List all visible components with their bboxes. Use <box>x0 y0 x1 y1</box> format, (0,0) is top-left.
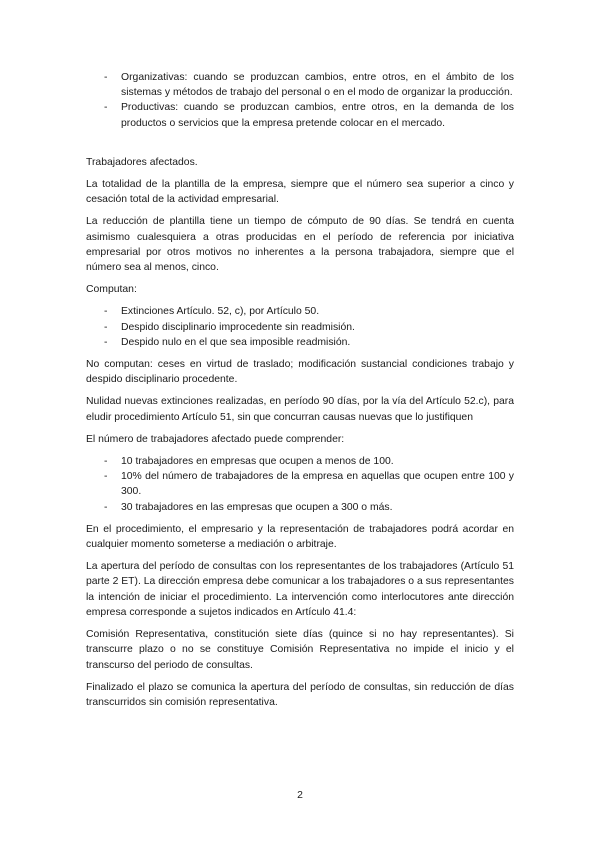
list-item <box>86 320 514 335</box>
paragraph-nulidad: Nulidad nuevas extinciones realizadas, en período 90 días, por la vía del Artículo 52.c), para eludir procedimiento Artículo 51, sin que concurran causas nuevas que lo justifiquen <box>86 396 514 423</box>
paragraph-totalidad: La totalidad de la plantilla de la empresa, siempre que el número sea superior a cinco y cesación total de la actividad empresarial. <box>86 179 514 206</box>
paragraph-no-computan: No computan: ceses en virtud de traslado; modificación sustancial condiciones trabajo y despido disciplinario procedente. <box>86 359 514 386</box>
paragraph-numero: El número de trabajadores afectado puede comprender: <box>86 433 345 445</box>
dash-bullet: - <box>104 456 108 468</box>
dash-bullet: - <box>104 72 108 83</box>
dash-bullet: - <box>104 471 108 483</box>
list-item <box>86 70 514 100</box>
list-item <box>86 469 514 499</box>
paragraph-procedimiento: En el procedimiento, el empresario y la representación de trabajadores podrá acordar en cualquier momento someterse a mediación o arbitraje. <box>86 523 514 551</box>
list-item <box>86 500 514 515</box>
section-heading: Trabajadores afectados. <box>86 156 198 168</box>
computan-label: Computan: <box>86 284 137 296</box>
list-item-text: Despido disciplinario improcedente sin readmisión. <box>121 321 355 333</box>
list-item <box>86 335 514 350</box>
list-item-text: Organizativas: cuando se produzcan cambios, entre otros, en el ámbito de los sistemas y métodos de trabajo del personal o en el modo de organizar la producción. <box>121 72 514 99</box>
dash-bullet: - <box>104 321 108 333</box>
list-item-text: Extinciones Artículo. 52, c), por Artículo 50. <box>121 306 320 318</box>
paragraph-apertura: La apertura del período de consultas con los representantes de los trabajadores (Artículo 51 parte 2 ET). La dirección empresa debe comunicar a los trabajadores o a sus representantes la intención de iniciar el procedimiento. La intervención como interlocutores ante dirección empresa corresponde a sujetos indicados en Artículo 41.4: <box>86 561 514 618</box>
dash-bullet: - <box>104 336 108 348</box>
list-item-text: Despido nulo en el que sea imposible readmisión. <box>121 336 351 348</box>
list-item-text: 10 trabajadores en empresas que ocupen a menos de 100. <box>121 456 394 468</box>
list-item <box>86 454 514 469</box>
paragraph-finalizado: Finalizado el plazo se comunica la apertura del período de consultas, sin reducción de días transcurridos sin comisión representativa. <box>86 681 514 708</box>
document-page <box>86 70 514 710</box>
causes-list <box>86 70 514 131</box>
dash-bullet: - <box>104 501 108 513</box>
computan-list <box>86 304 514 350</box>
list-item <box>86 304 514 319</box>
list-item-text: 10% del número de trabajadores de la empresa en aquellas que ocupen entre 100 y 300. <box>121 471 514 498</box>
list-item-text: Productivas: cuando se produzcan cambios, entre otros, en la demanda de los productos o servicios que la empresa pretende colocar en el mercado. <box>121 102 514 129</box>
paragraph-comision: Comisión Representativa, constitución siete días (quince si no hay representantes). Si transcurre plazo o no se constituye Comisión Representativa no impide el inicio y el transcurso del periodo de consultas. <box>86 629 514 671</box>
list-item-text: 30 trabajadores en las empresas que ocupen a 300 o más. <box>121 501 393 513</box>
paragraph-reduccion: La reducción de plantilla tiene un tiempo de cómputo de 90 días. Se tendrá en cuenta asimismo cualesquiera a otras producidas en el período de referencia por iniciativa empresarial por otros motivos no inherentes a la persona trabajadora, siempre que el número sea al menos, cinco. <box>86 216 514 274</box>
page-number: 2 <box>297 790 303 801</box>
dash-bullet: - <box>104 102 108 114</box>
list-item <box>86 100 514 130</box>
dash-bullet: - <box>104 306 108 318</box>
numero-list <box>86 454 514 515</box>
